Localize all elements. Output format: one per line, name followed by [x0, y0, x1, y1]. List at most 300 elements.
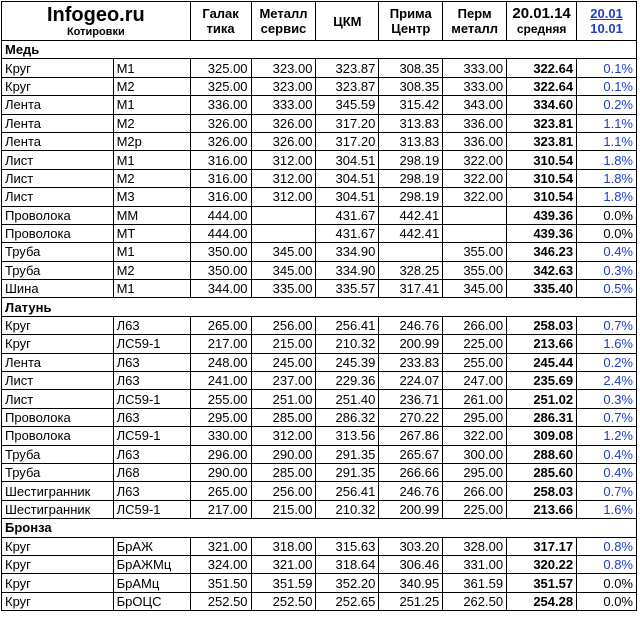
product-cell: Круг [2, 574, 114, 592]
change-cell: 1.2% [577, 427, 637, 445]
price-galaktika-cell: 325.00 [190, 59, 251, 77]
price-metallservis-cell [251, 206, 316, 224]
price-perm-cell: 261.00 [443, 390, 507, 408]
product-cell: Лист [2, 390, 114, 408]
price-perm-cell: 343.00 [443, 96, 507, 114]
change-cell: 0.2% [577, 96, 637, 114]
change-cell: 1.6% [577, 335, 637, 353]
header-row [2, 2, 637, 41]
group-name: Медь [2, 41, 637, 59]
price-prima-cell: 298.19 [379, 188, 443, 206]
average-price-cell: 258.03 [507, 482, 577, 500]
price-metallservis-cell: 252.50 [251, 592, 316, 610]
price-tskm-cell: 352.20 [316, 574, 379, 592]
grade-cell: Л63 [113, 316, 190, 334]
average-price-cell: 351.57 [507, 574, 577, 592]
price-metallservis-cell: 285.00 [251, 408, 316, 426]
price-galaktika-cell: 444.00 [190, 206, 251, 224]
price-prima-cell: 298.19 [379, 169, 443, 187]
price-metallservis-cell: 318.00 [251, 537, 316, 555]
price-prima-cell: 317.41 [379, 280, 443, 298]
price-galaktika-cell: 330.00 [190, 427, 251, 445]
price-galaktika-cell: 324.00 [190, 555, 251, 573]
price-prima-cell: 442.41 [379, 206, 443, 224]
price-metallservis-cell: 237.00 [251, 372, 316, 390]
price-perm-cell: 300.00 [443, 445, 507, 463]
col-header-perm-line1: Перм [457, 6, 492, 21]
col-header-change-current: 20.01 [590, 6, 623, 21]
price-tskm-cell: 229.36 [316, 372, 379, 390]
col-header-galaktika [190, 2, 251, 41]
average-price-cell: 342.63 [507, 261, 577, 279]
change-cell: 0.2% [577, 353, 637, 371]
price-prima-cell: 270.22 [379, 408, 443, 426]
price-prima-cell: 303.20 [379, 537, 443, 555]
group-name: Бронза [2, 519, 637, 537]
price-prima-cell: 442.41 [379, 224, 443, 242]
average-price-cell: 235.69 [507, 372, 577, 390]
table-row [2, 427, 637, 445]
grade-cell: М2 [113, 169, 190, 187]
table-row [2, 482, 637, 500]
table-row [2, 372, 637, 390]
grade-cell: Л63 [113, 482, 190, 500]
price-prima-cell: 224.07 [379, 372, 443, 390]
product-cell: Проволока [2, 427, 114, 445]
price-prima-cell: 308.35 [379, 59, 443, 77]
price-prima-cell: 298.19 [379, 151, 443, 169]
product-cell: Проволока [2, 408, 114, 426]
col-header-prima [379, 2, 443, 41]
price-tskm-cell: 304.51 [316, 151, 379, 169]
change-cell: 0.0% [577, 206, 637, 224]
change-cell: 0.8% [577, 555, 637, 573]
grade-cell: Л63 [113, 408, 190, 426]
product-cell: Лента [2, 114, 114, 132]
price-galaktika-cell: 265.00 [190, 482, 251, 500]
price-perm-cell: 247.00 [443, 372, 507, 390]
price-galaktika-cell: 265.00 [190, 316, 251, 334]
price-prima-cell: 306.46 [379, 555, 443, 573]
price-metallservis-cell: 251.00 [251, 390, 316, 408]
grade-cell: ЛС59-1 [113, 390, 190, 408]
table-row [2, 169, 637, 187]
product-cell: Проволока [2, 224, 114, 242]
price-tskm-cell: 245.39 [316, 353, 379, 371]
table-row [2, 243, 637, 261]
table-row [2, 151, 637, 169]
average-price-cell: 320.22 [507, 555, 577, 573]
grade-cell: ЛС59-1 [113, 500, 190, 518]
average-price-cell: 335.40 [507, 280, 577, 298]
product-cell: Круг [2, 316, 114, 334]
table-row [2, 500, 637, 518]
col-header-prima-line1: Прима [389, 6, 432, 21]
col-header-average [507, 2, 577, 41]
change-cell: 0.1% [577, 59, 637, 77]
change-cell: 0.4% [577, 243, 637, 261]
product-cell: Лист [2, 188, 114, 206]
price-perm-cell: 328.00 [443, 537, 507, 555]
col-header-date: 20.01.14 [512, 5, 571, 22]
price-galaktika-cell: 295.00 [190, 408, 251, 426]
price-metallservis-cell: 215.00 [251, 500, 316, 518]
price-tskm-cell: 210.32 [316, 500, 379, 518]
price-perm-cell: 333.00 [443, 77, 507, 95]
price-prima-cell: 308.35 [379, 77, 443, 95]
price-prima-cell [379, 243, 443, 261]
change-cell: 1.8% [577, 188, 637, 206]
table-row [2, 555, 637, 573]
price-tskm-cell: 318.64 [316, 555, 379, 573]
average-price-cell: 310.54 [507, 169, 577, 187]
price-tskm-cell: 334.90 [316, 243, 379, 261]
change-cell: 0.0% [577, 574, 637, 592]
table-row [2, 261, 637, 279]
average-price-cell: 346.23 [507, 243, 577, 261]
average-price-cell: 310.54 [507, 188, 577, 206]
price-metallservis-cell: 215.00 [251, 335, 316, 353]
price-metallservis-cell: 326.00 [251, 114, 316, 132]
product-cell: Лента [2, 132, 114, 150]
change-cell: 0.0% [577, 592, 637, 610]
average-price-cell: 251.02 [507, 390, 577, 408]
change-cell: 1.1% [577, 132, 637, 150]
table-row [2, 445, 637, 463]
price-galaktika-cell: 321.00 [190, 537, 251, 555]
table-row [2, 132, 637, 150]
average-price-cell: 439.36 [507, 224, 577, 242]
price-prima-cell: 267.86 [379, 427, 443, 445]
price-prima-cell: 200.99 [379, 335, 443, 353]
col-header-galaktika-line1: Галак [202, 6, 239, 21]
price-galaktika-cell: 296.00 [190, 445, 251, 463]
price-tskm-cell: 323.87 [316, 59, 379, 77]
product-cell: Труба [2, 463, 114, 481]
price-galaktika-cell: 350.00 [190, 261, 251, 279]
price-metallservis-cell: 321.00 [251, 555, 316, 573]
product-cell: Проволока [2, 206, 114, 224]
price-prima-cell: 233.83 [379, 353, 443, 371]
price-metallservis-cell: 285.00 [251, 463, 316, 481]
price-galaktika-cell: 316.00 [190, 151, 251, 169]
product-cell: Лист [2, 169, 114, 187]
average-price-cell: 254.28 [507, 592, 577, 610]
price-prima-cell: 265.67 [379, 445, 443, 463]
price-tskm-cell: 304.51 [316, 188, 379, 206]
price-perm-cell: 262.50 [443, 592, 507, 610]
price-tskm-cell: 317.20 [316, 114, 379, 132]
price-perm-cell: 336.00 [443, 132, 507, 150]
price-tskm-cell: 252.65 [316, 592, 379, 610]
average-price-cell: 322.64 [507, 77, 577, 95]
quotes-table [1, 1, 637, 611]
brand-subtitle: Котировки [66, 25, 125, 38]
price-galaktika-cell: 241.00 [190, 372, 251, 390]
price-prima-cell: 266.66 [379, 463, 443, 481]
price-galaktika-cell: 316.00 [190, 169, 251, 187]
price-tskm-cell: 323.87 [316, 77, 379, 95]
grade-cell: БрАЖ [113, 537, 190, 555]
price-galaktika-cell: 290.00 [190, 463, 251, 481]
price-tskm-cell: 313.56 [316, 427, 379, 445]
price-perm-cell: 295.00 [443, 463, 507, 481]
price-prima-cell: 246.76 [379, 316, 443, 334]
price-galaktika-cell: 252.50 [190, 592, 251, 610]
grade-cell: Л63 [113, 353, 190, 371]
price-tskm-cell: 251.40 [316, 390, 379, 408]
average-price-cell: 322.64 [507, 59, 577, 77]
price-prima-cell: 328.25 [379, 261, 443, 279]
brand-cell [2, 2, 191, 41]
price-galaktika-cell: 444.00 [190, 224, 251, 242]
table-row [2, 390, 637, 408]
col-header-average-label: средняя [516, 22, 567, 36]
price-perm-cell: 295.00 [443, 408, 507, 426]
average-price-cell: 439.36 [507, 206, 577, 224]
product-cell: Труба [2, 261, 114, 279]
grade-cell: М1 [113, 280, 190, 298]
change-cell: 2.4% [577, 372, 637, 390]
col-header-metallservis-line1: Металл [259, 6, 308, 21]
col-header-metallservis-line2: сервис [260, 21, 307, 36]
price-galaktika-cell: 316.00 [190, 188, 251, 206]
average-price-cell: 286.31 [507, 408, 577, 426]
grade-cell: Л68 [113, 463, 190, 481]
change-cell: 0.3% [577, 390, 637, 408]
price-perm-cell: 322.00 [443, 427, 507, 445]
price-metallservis-cell: 312.00 [251, 169, 316, 187]
change-cell: 0.3% [577, 261, 637, 279]
grade-cell: М1 [113, 59, 190, 77]
price-prima-cell: 340.95 [379, 574, 443, 592]
change-cell: 0.7% [577, 316, 637, 334]
price-tskm-cell: 286.32 [316, 408, 379, 426]
price-metallservis-cell: 326.00 [251, 132, 316, 150]
table-row [2, 96, 637, 114]
table-row [2, 335, 637, 353]
table-row [2, 408, 637, 426]
price-tskm-cell: 256.41 [316, 482, 379, 500]
price-metallservis-cell [251, 224, 316, 242]
price-perm-cell: 266.00 [443, 482, 507, 500]
col-header-tskm [316, 2, 379, 41]
price-tskm-cell: 256.41 [316, 316, 379, 334]
grade-cell: М1 [113, 151, 190, 169]
price-metallservis-cell: 256.00 [251, 316, 316, 334]
price-perm-cell: 355.00 [443, 243, 507, 261]
grade-cell: М1 [113, 243, 190, 261]
price-metallservis-cell: 312.00 [251, 188, 316, 206]
average-price-cell: 323.81 [507, 132, 577, 150]
price-prima-cell: 236.71 [379, 390, 443, 408]
price-perm-cell: 361.59 [443, 574, 507, 592]
price-perm-cell: 266.00 [443, 316, 507, 334]
grade-cell: Л63 [113, 445, 190, 463]
table-row [2, 224, 637, 242]
product-cell: Круг [2, 592, 114, 610]
price-perm-cell [443, 224, 507, 242]
price-metallservis-cell: 335.00 [251, 280, 316, 298]
price-perm-cell: 225.00 [443, 335, 507, 353]
group-header-row [2, 298, 637, 316]
price-perm-cell: 322.00 [443, 169, 507, 187]
grade-cell: БрАЖМц [113, 555, 190, 573]
price-metallservis-cell: 312.00 [251, 427, 316, 445]
price-tskm-cell: 317.20 [316, 132, 379, 150]
price-tskm-cell: 345.59 [316, 96, 379, 114]
average-price-cell: 309.08 [507, 427, 577, 445]
product-cell: Лист [2, 151, 114, 169]
group-name: Латунь [2, 298, 637, 316]
col-header-tskm-label: ЦКМ [333, 13, 362, 29]
price-perm-cell: 255.00 [443, 353, 507, 371]
grade-cell: М1 [113, 96, 190, 114]
table-row [2, 114, 637, 132]
table-row [2, 592, 637, 610]
average-price-cell: 317.17 [507, 537, 577, 555]
price-galaktika-cell: 248.00 [190, 353, 251, 371]
grade-cell: Л63 [113, 372, 190, 390]
product-cell: Круг [2, 537, 114, 555]
price-perm-cell: 322.00 [443, 188, 507, 206]
price-galaktika-cell: 351.50 [190, 574, 251, 592]
price-metallservis-cell: 345.00 [251, 261, 316, 279]
price-galaktika-cell: 217.00 [190, 500, 251, 518]
average-price-cell: 334.60 [507, 96, 577, 114]
change-cell: 0.4% [577, 463, 637, 481]
grade-cell: ЛС59-1 [113, 427, 190, 445]
price-galaktika-cell: 325.00 [190, 77, 251, 95]
product-cell: Шестигранник [2, 500, 114, 518]
price-metallservis-cell: 333.00 [251, 96, 316, 114]
price-prima-cell: 313.83 [379, 132, 443, 150]
grade-cell: М2 [113, 77, 190, 95]
price-galaktika-cell: 217.00 [190, 335, 251, 353]
average-price-cell: 310.54 [507, 151, 577, 169]
price-prima-cell: 315.42 [379, 96, 443, 114]
col-header-galaktika-line2: тика [206, 21, 235, 36]
price-tskm-cell: 291.35 [316, 445, 379, 463]
table-row [2, 353, 637, 371]
price-galaktika-cell: 255.00 [190, 390, 251, 408]
price-galaktika-cell: 336.00 [190, 96, 251, 114]
table-row [2, 537, 637, 555]
average-price-cell: 213.66 [507, 500, 577, 518]
grade-cell: БрАМц [113, 574, 190, 592]
product-cell: Лента [2, 353, 114, 371]
col-header-change [577, 2, 637, 41]
product-cell: Лента [2, 96, 114, 114]
product-cell: Лист [2, 372, 114, 390]
table-row [2, 77, 637, 95]
change-cell: 0.5% [577, 280, 637, 298]
change-cell: 0.4% [577, 445, 637, 463]
price-perm-cell [443, 206, 507, 224]
price-prima-cell: 251.25 [379, 592, 443, 610]
col-header-prima-line2: Центр [391, 21, 431, 36]
price-metallservis-cell: 351.59 [251, 574, 316, 592]
average-price-cell: 285.60 [507, 463, 577, 481]
grade-cell: ММ [113, 206, 190, 224]
col-header-metallservis [251, 2, 316, 41]
grade-cell: М3 [113, 188, 190, 206]
brand-title: Infogeo.ru [46, 3, 145, 26]
price-metallservis-cell: 290.00 [251, 445, 316, 463]
product-cell: Шина [2, 280, 114, 298]
price-metallservis-cell: 323.00 [251, 77, 316, 95]
price-perm-cell: 333.00 [443, 59, 507, 77]
average-price-cell: 213.66 [507, 335, 577, 353]
table-row [2, 59, 637, 77]
product-cell: Круг [2, 77, 114, 95]
price-perm-cell: 345.00 [443, 280, 507, 298]
average-price-cell: 323.81 [507, 114, 577, 132]
change-cell: 0.8% [577, 537, 637, 555]
product-cell: Круг [2, 335, 114, 353]
change-cell: 0.0% [577, 224, 637, 242]
price-tskm-cell: 334.90 [316, 261, 379, 279]
change-cell: 0.7% [577, 408, 637, 426]
grade-cell: М2 [113, 114, 190, 132]
table-row [2, 316, 637, 334]
price-tskm-cell: 291.35 [316, 463, 379, 481]
average-price-cell: 245.44 [507, 353, 577, 371]
price-tskm-cell: 315.63 [316, 537, 379, 555]
price-tskm-cell: 335.57 [316, 280, 379, 298]
change-cell: 1.6% [577, 500, 637, 518]
table-row [2, 280, 637, 298]
product-cell: Труба [2, 445, 114, 463]
product-cell: Шестигранник [2, 482, 114, 500]
price-galaktika-cell: 326.00 [190, 114, 251, 132]
table-row [2, 463, 637, 481]
price-perm-cell: 336.00 [443, 114, 507, 132]
col-header-perm [443, 2, 507, 41]
price-metallservis-cell: 323.00 [251, 59, 316, 77]
change-cell: 1.8% [577, 169, 637, 187]
price-metallservis-cell: 245.00 [251, 353, 316, 371]
price-perm-cell: 225.00 [443, 500, 507, 518]
price-tskm-cell: 431.67 [316, 206, 379, 224]
grade-cell: МТ [113, 224, 190, 242]
col-header-change-previous: 10.01 [590, 21, 623, 36]
price-tskm-cell: 304.51 [316, 169, 379, 187]
product-cell: Труба [2, 243, 114, 261]
price-galaktika-cell: 344.00 [190, 280, 251, 298]
price-perm-cell: 331.00 [443, 555, 507, 573]
price-prima-cell: 313.83 [379, 114, 443, 132]
product-cell: Круг [2, 555, 114, 573]
change-cell: 0.1% [577, 77, 637, 95]
change-cell: 1.8% [577, 151, 637, 169]
table-row [2, 188, 637, 206]
grade-cell: БрОЦС [113, 592, 190, 610]
price-metallservis-cell: 345.00 [251, 243, 316, 261]
price-galaktika-cell: 350.00 [190, 243, 251, 261]
product-cell: Круг [2, 59, 114, 77]
price-tskm-cell: 431.67 [316, 224, 379, 242]
price-metallservis-cell: 256.00 [251, 482, 316, 500]
price-perm-cell: 322.00 [443, 151, 507, 169]
grade-cell: ЛС59-1 [113, 335, 190, 353]
price-perm-cell: 355.00 [443, 261, 507, 279]
price-prima-cell: 246.76 [379, 482, 443, 500]
grade-cell: М2 [113, 261, 190, 279]
price-prima-cell: 200.99 [379, 500, 443, 518]
price-tskm-cell: 210.32 [316, 335, 379, 353]
col-header-perm-line2: металл [451, 21, 499, 36]
